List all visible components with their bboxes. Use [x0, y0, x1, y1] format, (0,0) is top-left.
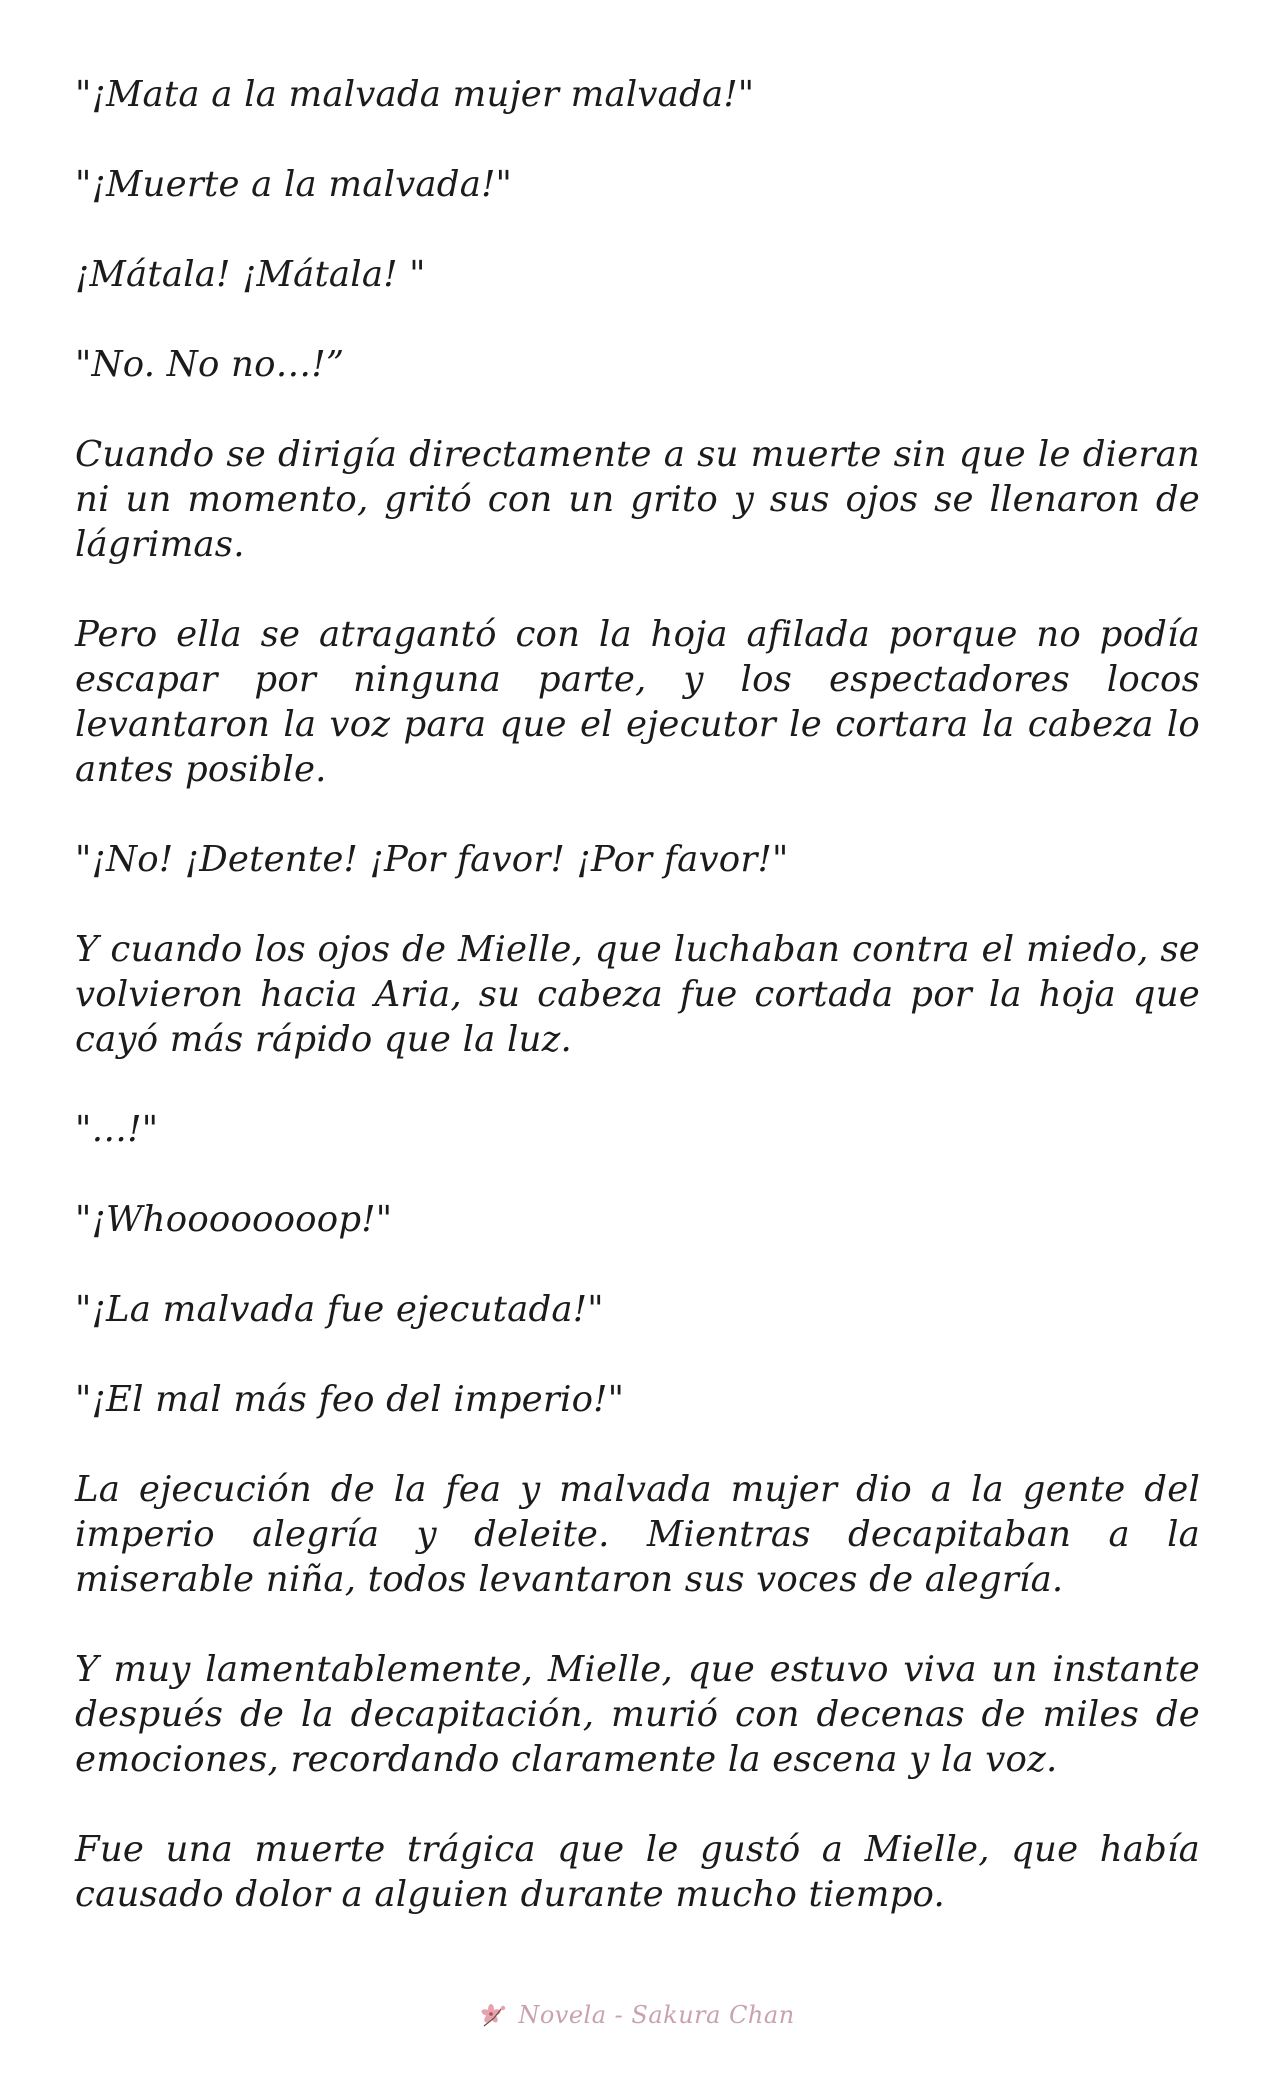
paragraph: Cuando se dirigía directamente a su muerte sin que le dieran ni un momento, gritó con un grito y sus ojos se llenaron de lágrimas. [75, 434, 1200, 565]
paragraph: "¡Mata a la malvada mujer malvada!" [75, 74, 755, 115]
paragraph: Y cuando los ojos de Mielle, que luchaban contra el miedo, se volvieron hacia Aria, su cabeza fue cortada por la hoja que cayó más rápido que la luz. [75, 929, 1200, 1060]
paragraph: "¡Muerte a la malvada!" [75, 164, 513, 205]
paragraph: "…!" [75, 1109, 159, 1150]
paragraph: "¡Whoooooooop!" [75, 1199, 393, 1240]
paragraph: "¡La malvada fue ejecutada!" [75, 1289, 604, 1330]
paragraph: "¡El mal más feo del imperio!" [75, 1379, 625, 1420]
paragraph: ¡Mátala! ¡Mátala! " [75, 254, 426, 295]
paragraph: "No. No no…!” [75, 344, 345, 385]
watermark-text: Novela - Sakura Chan [518, 2001, 795, 2029]
paragraph: Fue una muerte trágica que le gustó a Mielle, que había causado dolor a alguien durante mucho tiempo. [75, 1829, 1200, 1915]
paragraph: La ejecución de la fea y malvada mujer dio a la gente del imperio alegría y deleite. Mientras decapitaban a la miserable niña, todos levantaron sus voces de alegría. [75, 1469, 1200, 1600]
paragraph: Y muy lamentablemente, Mielle, que estuvo viva un instante después de la decapitación, murió con decenas de miles de emociones, recordando claramente la escena y la voz. [75, 1649, 1200, 1780]
watermark [0, 1995, 1275, 2035]
paragraph: "¡No! ¡Detente! ¡Por favor! ¡Por favor!" [75, 839, 789, 880]
paragraph: Pero ella se atragantó con la hoja afilada porque no podía escapar por ninguna parte, y los espectadores locos levantaron la voz para que el ejecutor le cortara la cabeza lo antes posible. [75, 614, 1200, 790]
sakura-flower-icon [480, 2000, 510, 2030]
